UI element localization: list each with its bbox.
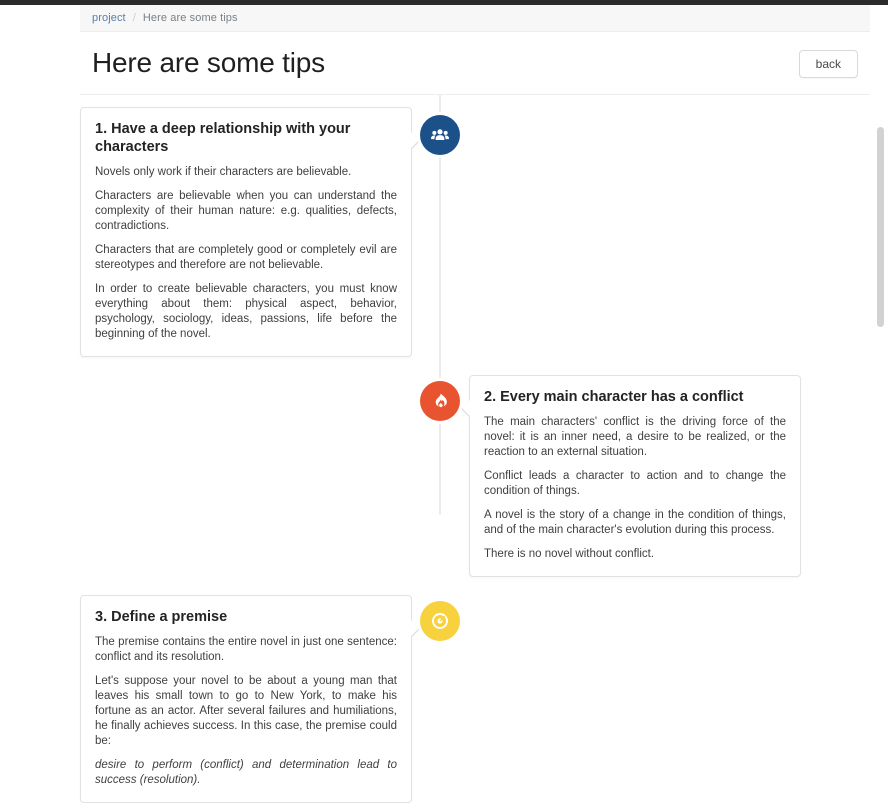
tip-title: 3. Define a premise [95, 609, 228, 625]
tip-title: 2. Every main character has a conflict [484, 389, 744, 405]
tip-paragraph: A novel is the story of a change in the condition of things, and of the main character's evolution during this process. [484, 509, 786, 536]
vertical-scrollbar-track[interactable] [878, 5, 886, 500]
page-container [80, 5, 870, 786]
page-header [80, 32, 870, 95]
page-title: Here are some tips [92, 47, 325, 78]
tip-paragraph: In order to create believable characters, you must know everything about them: physical aspect, behavior, psychology, sociology, ideas, passions, life before the beginning of the novel. [95, 283, 397, 340]
target-icon [430, 611, 450, 631]
timeline-entry [80, 595, 870, 803]
breadcrumb-current: Here are some tips [142, 12, 238, 24]
breadcrumb [80, 5, 870, 32]
tip-paragraph: Conflict leads a character to action and to change the condition of things. [484, 470, 786, 497]
vertical-scrollbar-thumb[interactable] [877, 127, 884, 327]
tip-card-1 [80, 107, 412, 357]
timeline-entry [80, 107, 870, 357]
flame-icon [431, 392, 450, 411]
timeline-badge-users[interactable] [420, 115, 460, 155]
tip-paragraph: There is no novel without conflict. [484, 548, 655, 560]
tip-card-2 [469, 375, 801, 577]
back-button[interactable]: back [799, 50, 858, 78]
tip-paragraph: Let's suppose your novel to be about a young man that leaves his small town to go to New York, to make his fortune as an actor. After several failures and humiliations, he finally achieves success. In this case, the premise could be: [95, 675, 397, 747]
tip-title: 1. Have a deep relationship with your characters [95, 121, 351, 155]
tip-paragraph: Characters are believable when you can understand the complexity of their human nature: e.g. qualities, defects, contradictions. [95, 190, 397, 232]
tip-paragraph: Novels only work if their characters are believable. [95, 166, 352, 178]
tip-paragraph: The main characters' conflict is the driving force of the novel: it is an inner need, a desire to be realized, or the reaction to an external situation. [484, 416, 786, 458]
tip-paragraph-italic: desire to perform (conflict) and determination lead to success (resolution). [95, 759, 397, 786]
users-icon [430, 125, 450, 145]
timeline-badge-target[interactable] [420, 601, 460, 641]
timeline-entry [80, 375, 870, 577]
breadcrumb-root-link[interactable]: project [92, 12, 126, 24]
timeline-badge-flame[interactable] [420, 381, 460, 421]
tips-timeline [80, 95, 870, 786]
tip-paragraph: Characters that are completely good or completely evil are stereotypes and therefore are not believable. [95, 244, 397, 271]
breadcrumb-separator: / [132, 12, 136, 24]
tip-paragraph: The premise contains the entire novel in just one sentence: conflict and its resolution. [95, 636, 397, 663]
tip-card-3 [80, 595, 412, 803]
